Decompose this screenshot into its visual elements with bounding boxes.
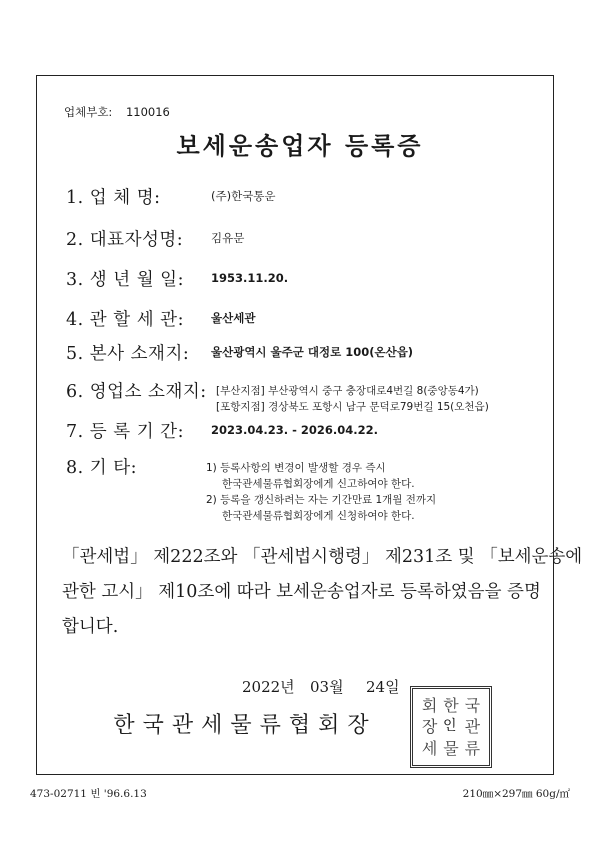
- field-registration-period: [66, 418, 378, 442]
- issuer-name: 한국관세물류협회장: [113, 713, 377, 738]
- field-label: 6. 영업소 소재지:: [66, 381, 207, 402]
- field-representative: [66, 226, 244, 250]
- registration-number-value: 110016: [125, 105, 170, 119]
- field-head-office: [66, 340, 413, 364]
- document-title: 보세운송업자 등록증: [176, 131, 424, 160]
- field-value: 2023.04.23. - 2026.04.22.: [211, 423, 379, 437]
- field-value: 울산광역시 울주군 대정로 100(온산읍): [211, 345, 414, 359]
- issue-month: 03월: [310, 678, 344, 696]
- field-value: 울산세관: [211, 311, 256, 325]
- certification-statement: [62, 540, 583, 645]
- branch-office-busan: [부산지점] 부산광역시 중구 충장대로4번길 8(중앙동4가): [216, 385, 479, 397]
- field-value: 1953.11.20.: [211, 271, 289, 285]
- official-seal: [410, 686, 492, 768]
- field-label: 3. 생 년 월 일:: [66, 269, 184, 290]
- field-label: 4. 관 할 세 관:: [66, 309, 184, 330]
- remark-line: 1) 등록사항의 변경이 발생할 경우 즉시: [206, 462, 386, 474]
- issue-day: 24일: [366, 678, 400, 696]
- remark-line: 한국관세물류협회장에게 신고하여야 한다.: [222, 478, 415, 490]
- field-value: (주)한국통운: [211, 189, 276, 203]
- field-label: 7. 등 록 기 간:: [66, 421, 184, 442]
- statement-line: 합니다.: [62, 617, 119, 637]
- field-label: 2. 대표자성명:: [66, 229, 184, 250]
- field-label: 5. 본사 소재지:: [66, 343, 190, 364]
- field-label: 8. 기 타:: [66, 457, 138, 478]
- statement-line: 「관세법」 제222조와 「관세법시행령」 제231조 및 「보세운송에: [62, 547, 583, 567]
- remark-line: 한국관세물류협회장에게 신청하여야 한다.: [222, 510, 415, 522]
- field-customs-office: [66, 306, 255, 330]
- branch-office-pohang: [포항지점] 경상북도 포항시 남구 문덕로79번길 15(오천읍): [216, 401, 489, 413]
- field-label: 1. 업 체 명:: [66, 187, 161, 208]
- issue-year: 2022년: [242, 678, 295, 696]
- seal-characters: 회 한 국 장 관 세 물 류: [421, 696, 481, 758]
- form-number: 473-02711 빈 '96.6.13: [30, 788, 147, 800]
- statement-line: 관한 고시」 제10조에 따라 보세운송업자로 등록하였음을 증명: [62, 582, 541, 602]
- field-value: 김유문: [211, 231, 245, 245]
- field-remarks: [66, 454, 211, 478]
- seal-mark: 인: [443, 718, 457, 734]
- registration-number: [64, 104, 170, 120]
- remark-line: 2) 등록을 갱신하려는 자는 기간만료 1개월 전까지: [206, 494, 437, 506]
- field-birth-date: [66, 266, 288, 290]
- paper-spec: 210㎜×297㎜ 60g/㎡: [462, 788, 570, 800]
- registration-number-label: 업체부호:: [64, 105, 113, 119]
- field-company-name: [66, 184, 276, 208]
- field-branch-offices: [66, 378, 211, 402]
